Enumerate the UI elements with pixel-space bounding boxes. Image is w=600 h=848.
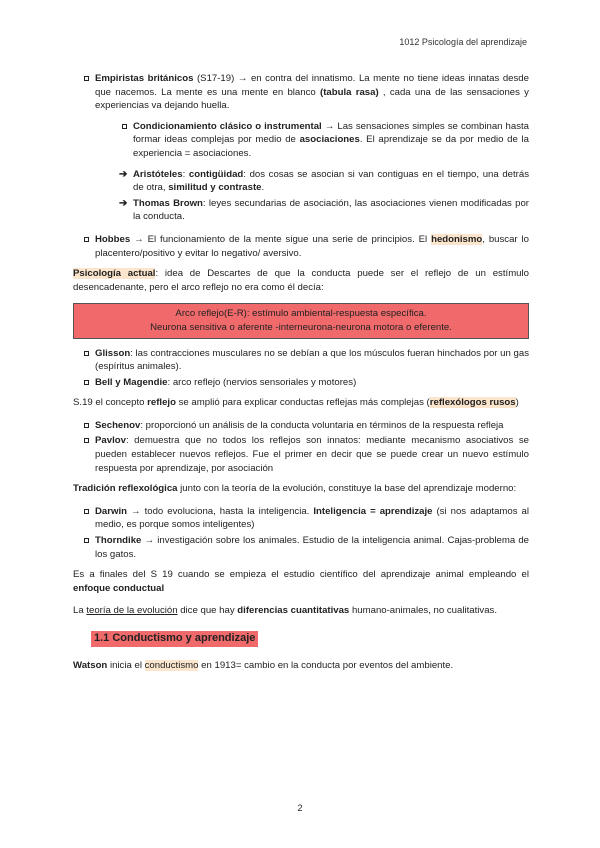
checkbox-bullet-icon <box>84 237 89 242</box>
checkbox-bullet-icon <box>84 380 89 385</box>
term: Glisson <box>95 347 131 359</box>
arrow-item-aristoteles: ➔ Aristóteles: contigüidad: dos cosas se asocian si van contiguas en el tiempo, una detrás de otra, similitud y contraste. <box>119 168 529 194</box>
page-number: 2 <box>297 803 303 813</box>
paragraph-s19-reflejo: S.19 el concepto reflejo se amplió para explicar conductas reflejas más complejas (reflexólogos rusos) <box>73 397 519 409</box>
page-header: 1012 Psicología del aprendizaje <box>399 37 527 47</box>
checkbox-bullet-icon <box>84 351 89 356</box>
paragraph-psicologia-actual: Psicología actual: idea de Descartes de que la conducta puede ser el reflejo de un estímulo desencadenante, pero el arco reflejo no era como él decía: <box>73 268 529 293</box>
highlight-box-arco-reflejo: Arco reflejo(E-R): estímulo ambiental-respuesta específica. Neurona sensitiva o aferente -interneurona-neurona motora o eferente. <box>73 303 529 338</box>
bullet-hobbes: Hobbes → El funcionamiento de la mente sigue una serie de principios. El hedonismo, buscar lo placentero/positivo y evitar lo negativo/ aversivo. <box>73 233 529 260</box>
term: Condicionamiento clásico o instrumental <box>133 120 322 132</box>
paragraph-finales-s19: Es a finales del S 19 cuando se empieza el estudio científico del aprendizaje animal empleando el enfoque conductual <box>73 569 529 594</box>
bullet-glisson: Glisson: las contracciones musculares no se debían a que los músculos fueran hinchados por un gas (espíritus animales). <box>73 347 529 374</box>
term: Aristóteles <box>133 168 183 180</box>
term: Pavlov <box>95 435 126 447</box>
checkbox-bullet-icon <box>84 76 89 81</box>
page-content <box>73 72 529 681</box>
paragraph-teoria-evolucion: La teoría de la evolución dice que hay diferencias cuantitativas humano-animales, no cualitativas. <box>73 605 497 617</box>
arrow-item-thomas-brown: ➔ Thomas Brown: leyes secundarias de asociación, las asociaciones vienen modificadas por la conducta. <box>119 197 529 223</box>
section-heading: 1.1 Conductismo y aprendizaje <box>91 631 258 647</box>
checkbox-bullet-icon <box>84 423 89 428</box>
bullet-sechenov: Sechenov: proporcionó un análisis de la conducta voluntaria en términos de la respuesta refleja <box>73 419 529 433</box>
term: Thorndike <box>95 535 142 547</box>
bullet-condicionamiento: Condicionamiento clásico o instrumental → Las sensaciones simples se combinan hasta formar ideas complejas por medio de asociaciones. El aprendizaje se da por medio de la experiencia = asociaciones. <box>111 120 529 161</box>
bullet-darwin: Darwin → todo evoluciona, hasta la inteligencia. Inteligencia = aprendizaje (si nos adaptamos al medio, es porque somos inteligentes) <box>73 505 529 532</box>
bullet-pavlov: Pavlov: demuestra que no todos los reflejos son innatos: mediante mecanismo asociativos se pueden establecer nuevos reflejos. Fue el primer en decir que se puede crear un nuevo estímulo respuesta por aprendizaje, por asociación <box>73 434 529 475</box>
term: Thomas Brown <box>133 197 203 209</box>
arrow-bullet-icon: ➔ <box>119 168 128 180</box>
checkbox-bullet-icon <box>122 124 127 129</box>
bullet-empiristas: Empiristas británicos (S17-19) → en contra del innatismo. La mente no tiene ideas innatas desde que nacemos. La mente es una mente en blanco (tabula rasa) , cada una de las sensaciones y experiencias va dejando huella. <box>73 72 529 113</box>
checkbox-bullet-icon <box>84 509 89 514</box>
term: Sechenov <box>95 419 141 431</box>
term: Empiristas británicos <box>95 73 194 84</box>
arrow-bullet-icon: ➔ <box>119 197 128 209</box>
bullet-bell-magendie: Bell y Magendie: arco reflejo (nervios sensoriales y motores) <box>73 376 529 390</box>
term: Darwin <box>95 505 127 517</box>
checkbox-bullet-icon <box>84 538 89 543</box>
paragraph-tradicion-reflexologica: Tradición reflexológica junto con la teoría de la evolución, constituye la base del aprendizaje moderno: <box>73 483 517 495</box>
checkbox-bullet-icon <box>84 438 89 443</box>
term: Hobbes <box>95 233 131 245</box>
term: Bell y Magendie <box>95 376 168 388</box>
paragraph-watson: Watson inicia el conductismo en 1913= cambio en la conducta por eventos del ambiente. <box>73 659 454 671</box>
bullet-thorndike: Thorndike → investigación sobre los animales. Estudio de la inteligencia animal. Cajas-problema de los gatos. <box>73 534 529 561</box>
